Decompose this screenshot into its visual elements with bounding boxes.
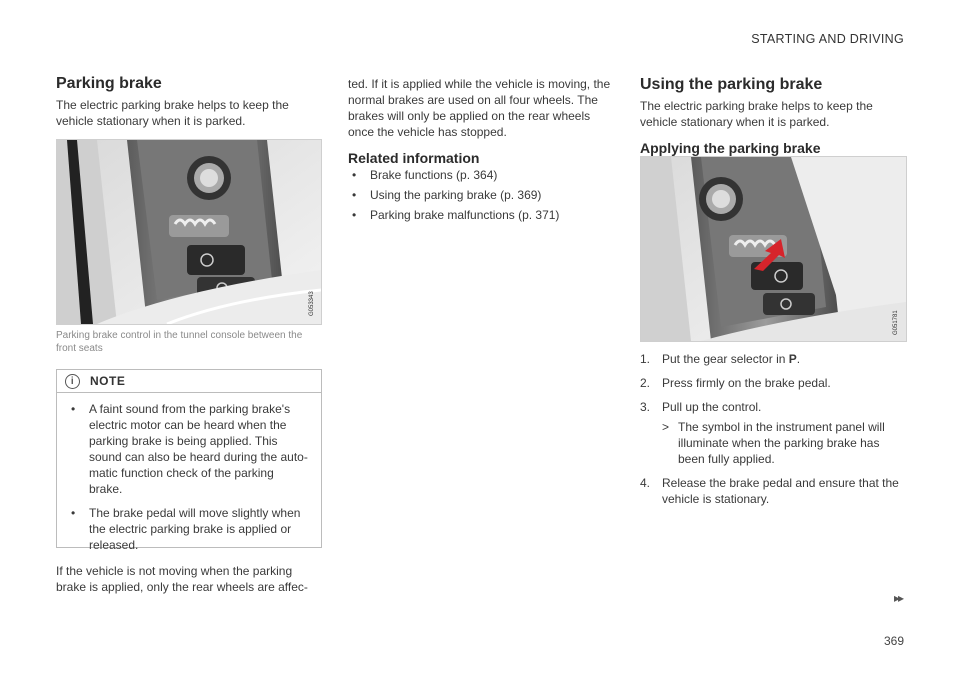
step-number: 2.: [640, 376, 651, 390]
note-box: [56, 369, 322, 552]
intro-text-using: The electric parking brake helps to keep the vehicle stationary when it is parked.: [640, 99, 873, 129]
right-column: [640, 76, 906, 156]
related-info-list: [348, 167, 614, 223]
next-page-arrows-icon: ▸▸: [893, 591, 902, 605]
section-title: Parking brake: [56, 75, 162, 92]
related-link[interactable]: • Using the parking brake (p. 369): [348, 187, 614, 203]
console-photo: [56, 139, 322, 325]
step-number: 4.: [640, 476, 651, 490]
section-title-using: Using the parking brake: [640, 76, 823, 93]
tunnel-console-illustration: [57, 140, 321, 324]
note-item: • A faint sound from the parking brake's electric motor can be heard when the parking brake is being applied. This sound can also be heard during the auto-matic function check of the parking brake.: [67, 401, 309, 497]
note-label: NOTE: [90, 374, 126, 388]
step-item: [640, 475, 906, 507]
console-photo-arrow: [640, 156, 907, 342]
info-icon: i: [65, 374, 80, 389]
subsection-title: Applying the parking brake: [640, 140, 821, 156]
step-item: [640, 351, 906, 367]
note-header: [57, 370, 321, 393]
note-list: [67, 401, 309, 553]
body-paragraph-continued: ted. If it is applied while the vehicle is moving, the normal brakes are used on all four wheels. The brakes will only be applied on the rear wheels once the vehicle has stopped.: [348, 77, 611, 139]
step-text: Press firmly on the brake pedal.: [662, 376, 831, 390]
step-text: Pull up the control.: [662, 400, 762, 414]
left-column: [56, 75, 322, 129]
step-text: Release the brake pedal and ensure that the vehicle is stationary.: [662, 476, 899, 506]
related-info-title: Related information: [348, 150, 480, 166]
section-header: STARTING AND DRIVING: [751, 32, 904, 46]
intro-text: The electric parking brake helps to keep the vehicle stationary when it is parked.: [56, 98, 289, 128]
body-paragraph: If the vehicle is not moving when the parking brake is applied, only the rear wheels are affec-: [56, 564, 308, 594]
step-result: [662, 419, 906, 467]
step-text: Put the gear selector in: [662, 352, 789, 366]
image-code: G053343: [309, 291, 315, 316]
step-text-after: .: [796, 352, 801, 366]
step-item: [640, 375, 906, 391]
related-link[interactable]: • Parking brake malfunctions (p. 371): [348, 207, 614, 223]
page-number: 369: [883, 634, 904, 648]
result-marker: >: [662, 420, 670, 434]
step-number: 1.: [640, 352, 651, 366]
tunnel-console-pull-illustration: [641, 157, 906, 341]
step-number: 3.: [640, 400, 651, 414]
steps-list: [640, 351, 906, 507]
related-link[interactable]: • Brake functions (p. 364): [348, 167, 614, 183]
step-bold: P: [788, 352, 797, 366]
note-item: • The brake pedal will move slightly when the electric parking brake is applied or released.: [67, 505, 309, 553]
result-text: The symbol in the instrument panel will illuminate when the parking brake has been fully applied.: [678, 420, 885, 466]
image-caption: Parking brake control in the tunnel console between the front seats: [56, 330, 303, 354]
step-item: [640, 399, 906, 467]
image-code: G051781: [893, 310, 899, 335]
